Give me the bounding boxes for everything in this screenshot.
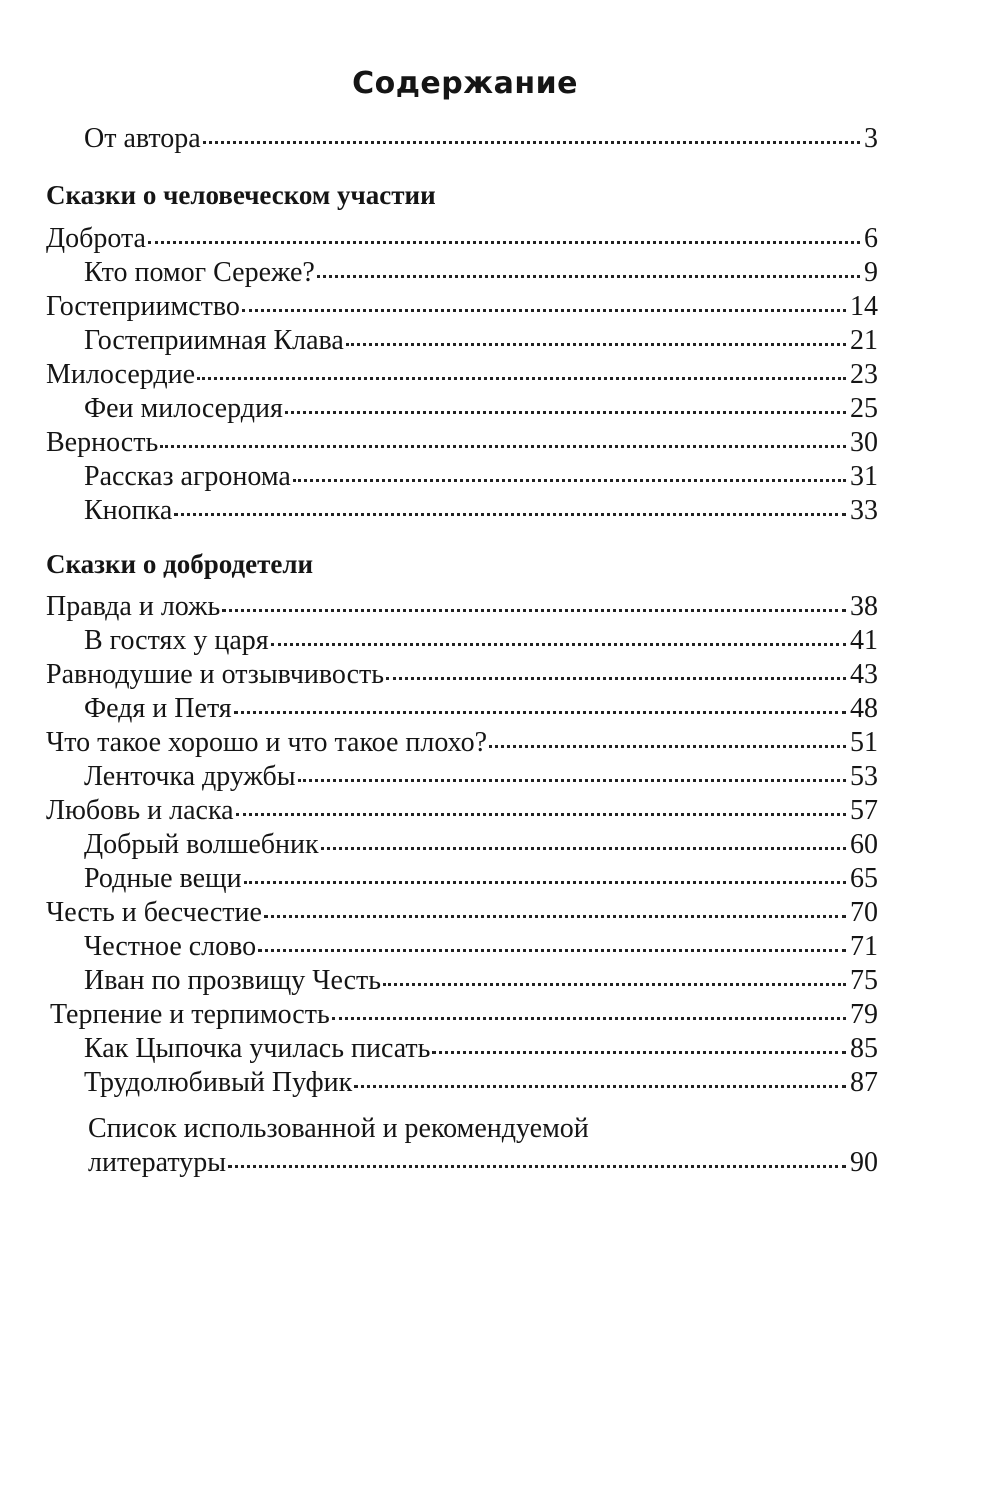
toc-entry-page: 79 bbox=[850, 999, 878, 1030]
toc-entry[interactable] bbox=[46, 358, 878, 392]
toc-entry-label: Что такое хорошо и что такое плохо? bbox=[46, 727, 488, 758]
toc-entry-page: 38 bbox=[850, 591, 878, 622]
toc-entry[interactable] bbox=[84, 692, 878, 726]
toc-entry[interactable] bbox=[46, 590, 878, 624]
toc-entry-page: 65 bbox=[850, 863, 878, 894]
toc-entry-label: Ленточка дружбы bbox=[84, 761, 296, 792]
leader-dots bbox=[293, 478, 846, 482]
toc-entry[interactable] bbox=[46, 658, 878, 692]
leader-dots bbox=[264, 914, 846, 918]
toc-entry-label: Как Цыпочка училась писать bbox=[84, 1033, 431, 1064]
toc-entry[interactable] bbox=[46, 794, 878, 828]
toc-entry-page: 21 bbox=[850, 325, 878, 356]
leader-dots bbox=[203, 140, 860, 144]
leader-dots bbox=[285, 410, 846, 414]
toc-entry-page: 41 bbox=[850, 625, 878, 656]
leader-dots bbox=[148, 240, 860, 244]
toc-entry-label: Правда и ложь bbox=[46, 591, 221, 622]
leader-dots bbox=[244, 880, 846, 884]
toc-entry-label: Трудолюбивый Пуфик bbox=[84, 1067, 353, 1098]
toc-entry-page: 25 bbox=[850, 393, 878, 424]
toc-entry[interactable] bbox=[84, 1032, 878, 1066]
toc-entry[interactable] bbox=[84, 624, 878, 658]
leader-dots bbox=[234, 710, 846, 714]
toc-entry-label: Милосердие bbox=[46, 359, 196, 390]
leader-dots bbox=[271, 642, 846, 646]
toc-entry[interactable] bbox=[84, 862, 878, 896]
toc-entry-label: Кто помог Сереже? bbox=[84, 257, 315, 288]
toc-entry-label: Любовь и ласка bbox=[46, 795, 234, 826]
toc-entry-label: Доброта bbox=[46, 223, 146, 254]
leader-dots bbox=[258, 948, 846, 952]
leader-dots bbox=[346, 342, 846, 346]
toc-entry-page: 6 bbox=[864, 223, 878, 254]
leader-dots bbox=[236, 812, 846, 816]
toc-entry[interactable] bbox=[84, 256, 878, 290]
toc-entry[interactable] bbox=[84, 828, 878, 862]
toc-entry-bibliography[interactable] bbox=[88, 1146, 878, 1180]
toc-entry-page: 48 bbox=[850, 693, 878, 724]
toc-entry-label: Гостеприимство bbox=[46, 291, 240, 322]
leader-dots bbox=[174, 512, 846, 516]
toc-entry[interactable] bbox=[46, 426, 878, 460]
leader-dots bbox=[383, 982, 846, 986]
toc-entry-page: 70 bbox=[850, 897, 878, 928]
toc-entry[interactable] bbox=[84, 1066, 878, 1100]
toc-entry-label: Честь и бесчестие bbox=[46, 897, 262, 928]
toc-entry-label: Феи милосердия bbox=[84, 393, 283, 424]
section-heading-2: Сказки о добродетели bbox=[46, 549, 314, 579]
leader-dots bbox=[432, 1050, 846, 1054]
toc-entry[interactable] bbox=[84, 760, 878, 794]
toc-entry-label: Федя и Петя bbox=[84, 693, 232, 724]
toc-entry[interactable] bbox=[84, 324, 878, 358]
toc-entry-page: 87 bbox=[850, 1067, 878, 1098]
toc-entry-page: 75 bbox=[850, 965, 878, 996]
toc-entry-page: 14 bbox=[850, 291, 878, 322]
toc-entry-page: 57 bbox=[850, 795, 878, 826]
toc-entry[interactable] bbox=[50, 998, 878, 1032]
bibliography-label-line1: Список использованной и рекомендуемой bbox=[88, 1113, 589, 1144]
section-heading-1: Сказки о человеческом участии bbox=[46, 180, 436, 210]
toc-entry-label: Добрый волшебник bbox=[84, 829, 319, 860]
toc-entry[interactable] bbox=[46, 222, 878, 256]
toc-entry-page: 23 bbox=[850, 359, 878, 390]
toc-entry[interactable] bbox=[46, 290, 878, 324]
toc-entry-label: Кнопка bbox=[84, 495, 173, 526]
toc-entry-label: От автора bbox=[84, 123, 201, 154]
toc-entry-page: 53 bbox=[850, 761, 878, 792]
leader-dots bbox=[228, 1164, 846, 1168]
toc-entry-page: 60 bbox=[850, 829, 878, 860]
toc-entry-intro[interactable] bbox=[84, 122, 878, 156]
toc-entry-page: 33 bbox=[850, 495, 878, 526]
toc-entry-label: Терпение и терпимость bbox=[50, 999, 330, 1030]
toc-entry-page: 30 bbox=[850, 427, 878, 458]
toc-entry-page: 71 bbox=[850, 931, 878, 962]
toc-entry[interactable] bbox=[84, 494, 878, 528]
toc-entry-label: литературы bbox=[88, 1147, 227, 1178]
toc-entry[interactable] bbox=[84, 392, 878, 426]
toc-entry[interactable] bbox=[84, 460, 878, 494]
toc-entry-label: Равнодушие и отзывчивость bbox=[46, 659, 385, 690]
toc-entry-page: 51 bbox=[850, 727, 878, 758]
toc-entry-page: 9 bbox=[864, 257, 878, 288]
toc-entry-label: Родные вещи bbox=[84, 863, 242, 894]
leader-dots bbox=[160, 444, 846, 448]
toc-entry-label: Честное слово bbox=[84, 931, 257, 962]
toc-entry[interactable] bbox=[46, 896, 878, 930]
leader-dots bbox=[354, 1084, 846, 1088]
toc-entry-label: Гостеприимная Клава bbox=[84, 325, 344, 356]
toc-entry-label: Иван по прозвищу Честь bbox=[84, 965, 382, 996]
leader-dots bbox=[332, 1016, 846, 1020]
leader-dots bbox=[321, 846, 846, 850]
toc-entry-label: В гостях у царя bbox=[84, 625, 269, 656]
leader-dots bbox=[298, 778, 846, 782]
toc-entry-page: 31 bbox=[850, 461, 878, 492]
leader-dots bbox=[197, 376, 846, 380]
leader-dots bbox=[242, 308, 846, 312]
page-title: Содержание bbox=[352, 66, 578, 101]
leader-dots bbox=[317, 274, 860, 278]
toc-entry-label: Рассказ агронома bbox=[84, 461, 291, 492]
leader-dots bbox=[386, 676, 846, 680]
toc-entry[interactable] bbox=[84, 930, 878, 964]
toc-entry[interactable] bbox=[46, 726, 878, 760]
toc-entry[interactable] bbox=[84, 964, 878, 998]
toc-entry-page: 90 bbox=[850, 1147, 878, 1178]
toc-entry-label: Верность bbox=[46, 427, 159, 458]
leader-dots bbox=[489, 744, 846, 748]
toc-entry-page: 43 bbox=[850, 659, 878, 690]
toc-entry-page: 85 bbox=[850, 1033, 878, 1064]
leader-dots bbox=[222, 608, 846, 612]
toc-entry-page: 3 bbox=[864, 123, 878, 154]
